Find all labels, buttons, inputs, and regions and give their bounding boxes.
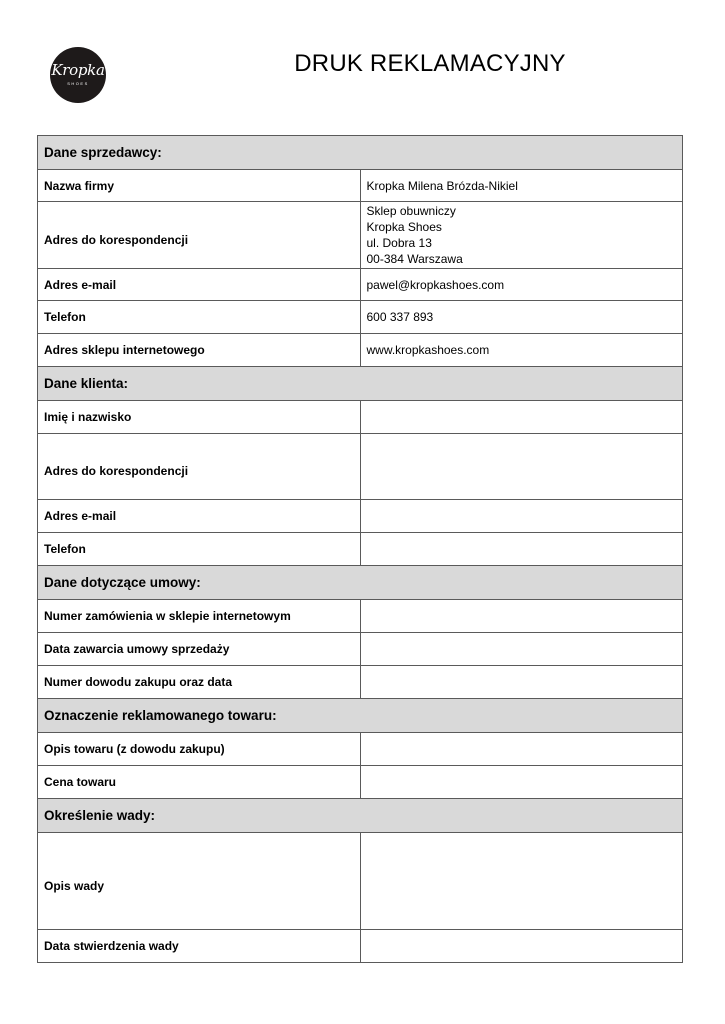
section-contract xyxy=(38,566,683,600)
table-row xyxy=(38,202,683,269)
section-client xyxy=(38,367,683,401)
defect-date-field[interactable] xyxy=(360,930,683,963)
company-logo xyxy=(50,47,106,103)
seller-shop-value: www.kropkashoes.com xyxy=(360,334,683,367)
table-row xyxy=(38,633,683,666)
table-row xyxy=(38,301,683,334)
client-address-field[interactable] xyxy=(360,434,683,500)
table-row xyxy=(38,833,683,930)
field-label: Cena towaru xyxy=(38,766,361,799)
section-seller xyxy=(38,136,683,170)
section-defect xyxy=(38,799,683,833)
field-label: Telefon xyxy=(38,533,361,566)
field-label: Opis towaru (z dowodu zakupu) xyxy=(38,733,361,766)
complaint-form-table xyxy=(37,135,683,963)
field-label: Numer zamówienia w sklepie internetowym xyxy=(38,600,361,633)
field-label: Imię i nazwisko xyxy=(38,401,361,434)
product-price-field[interactable] xyxy=(360,766,683,799)
section-heading: Dane sprzedawcy: xyxy=(38,136,683,170)
address-line: ul. Dobra 13 xyxy=(366,236,432,250)
seller-email-value: pawel@kropkashoes.com xyxy=(360,269,683,301)
table-row xyxy=(38,930,683,963)
table-row xyxy=(38,666,683,699)
section-heading: Oznaczenie reklamowanego towaru: xyxy=(38,699,683,733)
address-line: 00-384 Warszawa xyxy=(366,252,463,266)
section-heading: Określenie wady: xyxy=(38,799,683,833)
field-label: Telefon xyxy=(38,301,361,334)
address-line: Sklep obuwniczy xyxy=(366,204,456,218)
field-label: Adres do korespondencji xyxy=(38,202,361,269)
product-description-field[interactable] xyxy=(360,733,683,766)
table-row xyxy=(38,733,683,766)
section-heading: Dane dotyczące umowy: xyxy=(38,566,683,600)
section-product xyxy=(38,699,683,733)
field-label: Nazwa firmy xyxy=(38,170,361,202)
seller-company-value: Kropka Milena Brózda-Nikiel xyxy=(360,170,683,202)
table-row xyxy=(38,269,683,301)
field-label: Adres e-mail xyxy=(38,269,361,301)
section-heading: Dane klienta: xyxy=(38,367,683,401)
table-row xyxy=(38,766,683,799)
contract-date-field[interactable] xyxy=(360,633,683,666)
order-number-field[interactable] xyxy=(360,600,683,633)
seller-address-value xyxy=(360,202,683,269)
field-label: Opis wady xyxy=(38,833,361,930)
field-label: Data zawarcia umowy sprzedaży xyxy=(38,633,361,666)
document-title: DRUK REKLAMACYJNY xyxy=(294,50,566,77)
table-row xyxy=(38,401,683,434)
field-label: Data stwierdzenia wady xyxy=(38,930,361,963)
address-line: Kropka Shoes xyxy=(366,220,442,234)
client-email-field[interactable] xyxy=(360,500,683,533)
field-label: Adres sklepu internetowego xyxy=(38,334,361,367)
seller-phone-value: 600 337 893 xyxy=(360,301,683,334)
defect-description-field[interactable] xyxy=(360,833,683,930)
field-label: Adres do korespondencji xyxy=(38,434,361,500)
client-name-field[interactable] xyxy=(360,401,683,434)
logo-text: Kropka xyxy=(51,61,105,79)
table-row xyxy=(38,533,683,566)
table-row xyxy=(38,334,683,367)
logo-subtext: SHOES xyxy=(67,81,89,86)
field-label: Adres e-mail xyxy=(38,500,361,533)
table-row xyxy=(38,600,683,633)
table-row xyxy=(38,500,683,533)
table-row xyxy=(38,170,683,202)
table-row xyxy=(38,434,683,500)
client-phone-field[interactable] xyxy=(360,533,683,566)
receipt-number-field[interactable] xyxy=(360,666,683,699)
field-label: Numer dowodu zakupu oraz data xyxy=(38,666,361,699)
